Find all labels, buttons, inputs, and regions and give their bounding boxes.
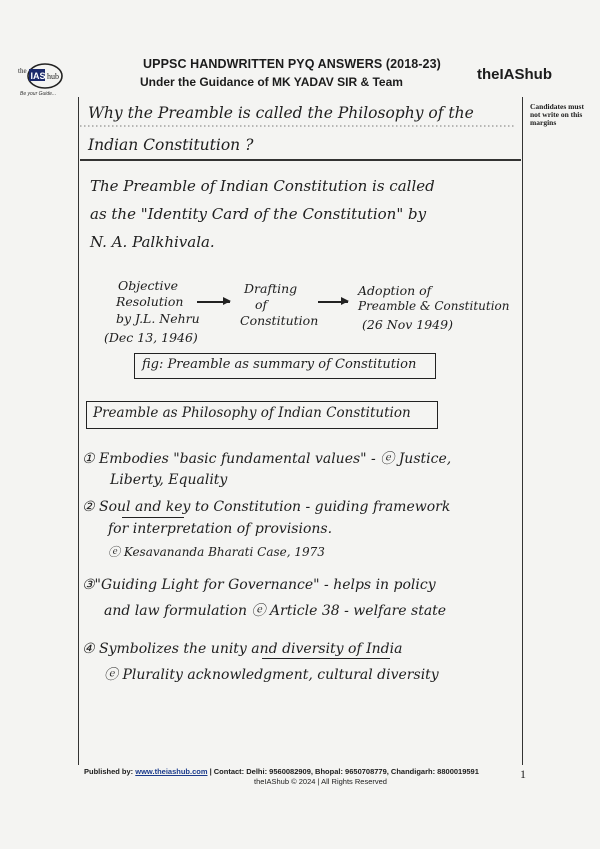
flow-arrow-1 [197, 301, 230, 303]
logo-text-ias: IAS [30, 71, 46, 81]
footer-contact: | Contact: Delhi: 9560082909, Bhopal: 9650708779, Chandigarh: 8800019591 [207, 767, 479, 776]
question-separator [80, 159, 521, 161]
flow-step1-line1: Objective [118, 278, 179, 293]
point-4-underline [262, 658, 390, 659]
point-1-line-1: ① Embodies "basic fundamental values" - ⓔ Justice, [82, 451, 452, 467]
footer-published-label: Published by: [84, 767, 134, 776]
question-line-2: Indian Constitution ? [88, 136, 254, 154]
point-2-line-1: ② Soul and key to Constitution - guiding framework [82, 499, 451, 515]
footer-copyright: theIAShub © 2024 | All Rights Reserved [254, 777, 387, 786]
section-heading: Preamble as Philosophy of Indian Constitution [93, 405, 411, 421]
flow-step2-line2: of [255, 297, 268, 312]
flow-step1-line4: (Dec 13, 1946) [104, 330, 198, 345]
question-line-1: Why the Preamble is called the Philosophy of the [88, 104, 474, 122]
page-number: 1 [520, 767, 526, 781]
flow-step3-line1: Adoption of [358, 283, 432, 298]
point-4-line-2: ⓔ Plurality acknowledgment, cultural diversity [104, 667, 439, 683]
header-subtitle: Under the Guidance of MK YADAV SIR & Team [140, 75, 403, 89]
logo-tagline: Be your Guide... [20, 91, 57, 97]
point-2-line-3: ⓔ Kesavananda Bharati Case, 1973 [108, 545, 325, 559]
flow-arrow-2 [318, 301, 348, 303]
footer-website-link[interactable]: www.theiashub.com [135, 767, 208, 776]
intro-line-2: as the "Identity Card of the Constitution" by [90, 205, 427, 223]
margin-notice: Candidates must not write on this margins [530, 102, 584, 127]
brand-name: theIAShub [477, 66, 552, 83]
logo-text-the: the [18, 67, 27, 75]
figure-caption: fig: Preamble as summary of Constitution [142, 357, 417, 372]
header-title: UPPSC HANDWRITTEN PYQ ANSWERS (2018-23) [143, 57, 441, 71]
flow-step3-line2: Preamble & Constitution [358, 299, 510, 313]
point-2-line-2: for interpretation of provisions. [108, 521, 333, 537]
logo-text-hub: hub [47, 72, 59, 81]
flow-step3-line3: (26 Nov 1949) [362, 317, 453, 332]
footer-contact-line [84, 767, 479, 776]
intro-line-1: The Preamble of Indian Constitution is called [90, 177, 435, 195]
point-2-underline [122, 517, 184, 518]
intro-line-3: N. A. Palkhivala. [90, 233, 215, 251]
flow-step1-line3: by J.L. Nehru [116, 311, 200, 326]
question-dotted-rule [80, 124, 516, 128]
flow-step2-line1: Drafting [244, 281, 298, 296]
flow-step2-line3: Constitution [240, 313, 319, 328]
point-3-line-1: ③"Guiding Light for Governance" - helps in policy [82, 577, 436, 593]
flow-step1-line2: Resolution [116, 294, 184, 309]
point-4-line-1: ④ Symbolizes the unity and diversity of India [82, 641, 403, 657]
point-3-line-2: and law formulation ⓔ Article 38 - welfare state [104, 603, 447, 619]
point-1-line-2: Liberty, Equality [110, 472, 228, 488]
